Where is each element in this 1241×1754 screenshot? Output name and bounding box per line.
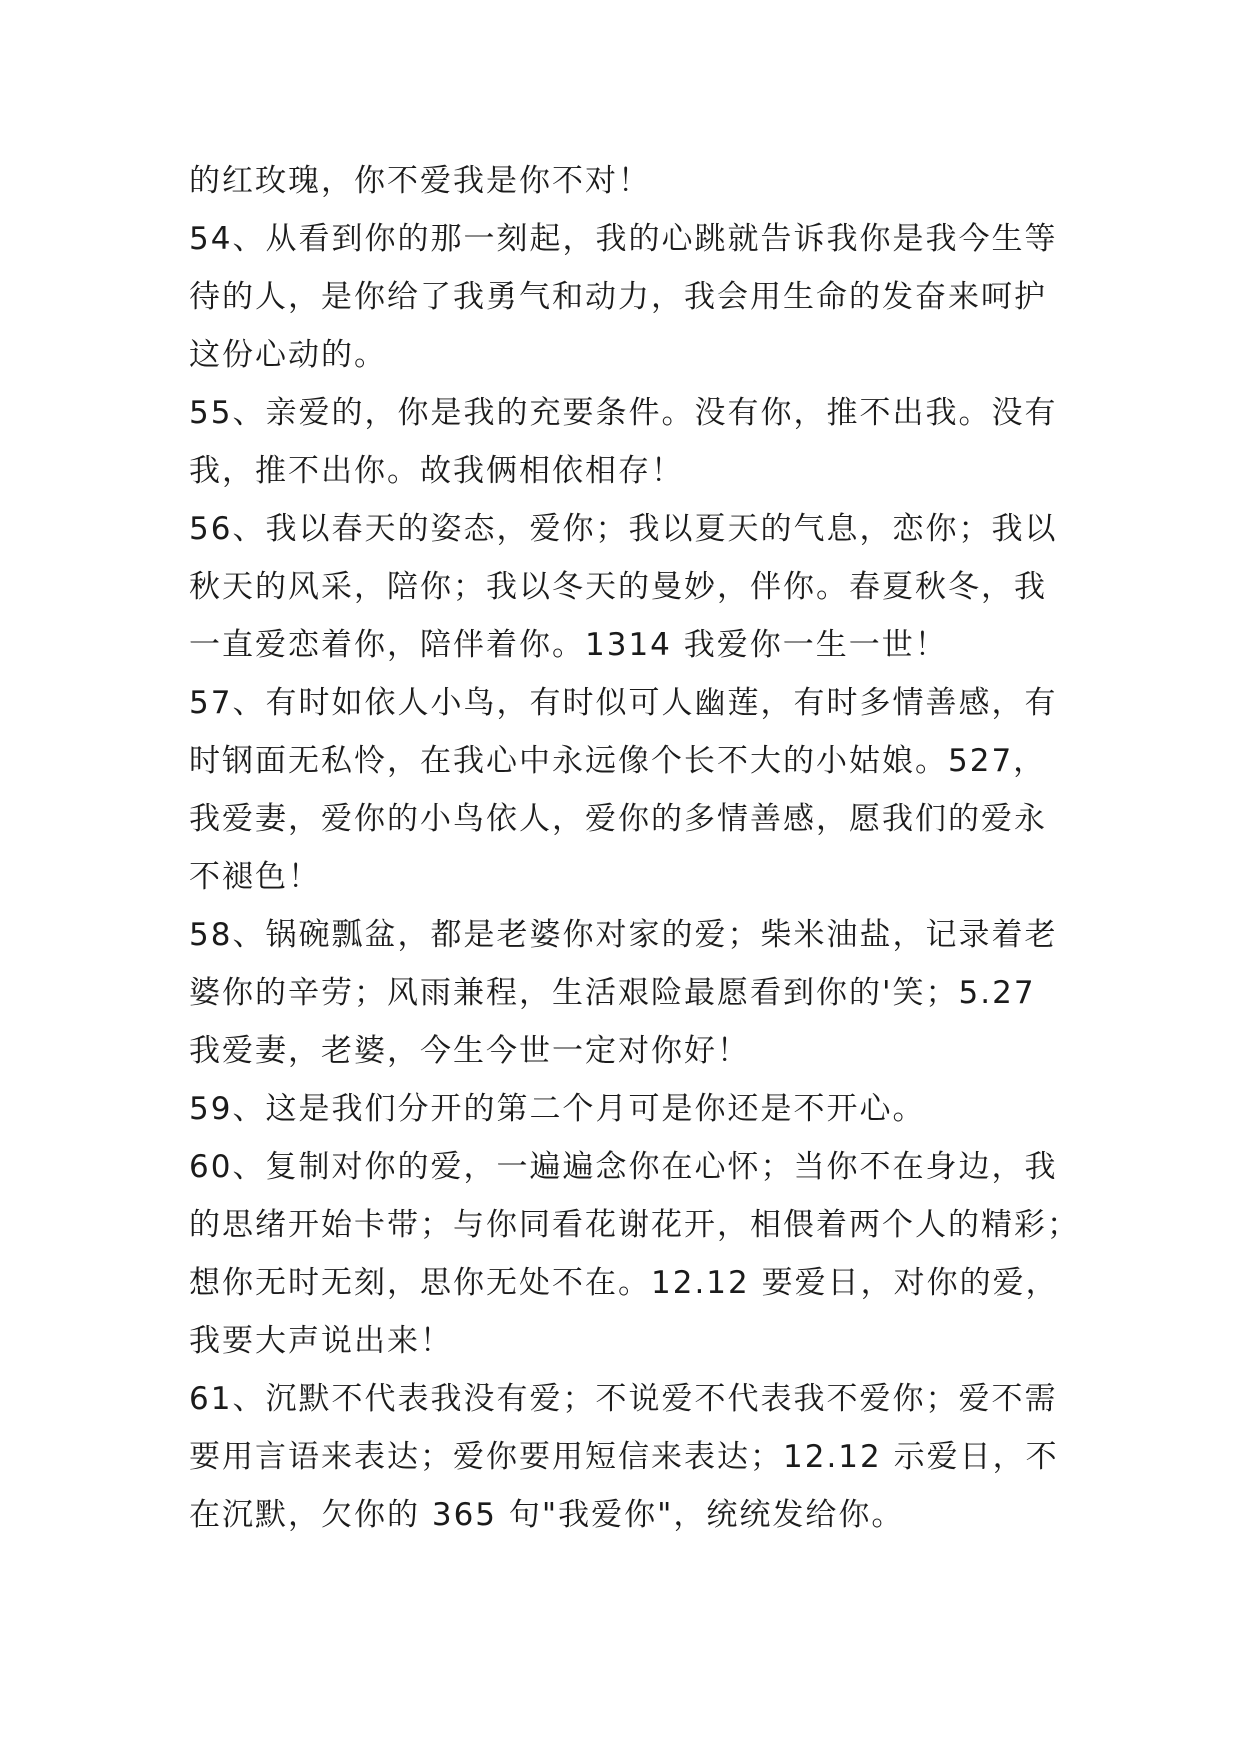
text-line: 的红玫瑰，你不爱我是你不对！ bbox=[189, 163, 651, 199]
text-line: 我，推不出你。故我俩相依相存！ bbox=[189, 453, 684, 489]
text-line: 54、从看到你的那一刻起，我的心跳就告诉我你是我今生等 bbox=[189, 221, 1058, 257]
text-line: 不褪色！ bbox=[189, 859, 321, 895]
text-line: 要用言语来表达；爱你要用短信来表达；12.12 示爱日，不 bbox=[189, 1439, 1059, 1475]
text-line: 时钢面无私怜，在我心中永远像个长不大的小姑娘。527， bbox=[189, 743, 1047, 779]
text-line: 我要大声说出来！ bbox=[189, 1323, 453, 1359]
text-line: 在沉默，欠你的 365 句"我爱你"，统统发给你。 bbox=[189, 1497, 905, 1533]
text-line: 待的人，是你给了我勇气和动力，我会用生命的发奋来呵护 bbox=[189, 279, 1047, 315]
text-line: 我爱妻，爱你的小鸟依人，爱你的多情善感，愿我们的爱永 bbox=[189, 801, 1047, 837]
text-line: 57、有时如依人小鸟，有时似可人幽莲，有时多情善感，有 bbox=[189, 685, 1058, 721]
text-line: 一直爱恋着你，陪伴着你。1314 我爱你一生一世！ bbox=[189, 627, 948, 663]
text-line: 这份心动的。 bbox=[189, 337, 387, 373]
document-body bbox=[189, 152, 1080, 1544]
text-line: 56、我以春天的姿态，爱你；我以夏天的气息，恋你；我以 bbox=[189, 511, 1058, 547]
text-line: 60、复制对你的爱，一遍遍念你在心怀；当你不在身边，我 bbox=[189, 1149, 1058, 1185]
text-line: 58、锅碗瓢盆，都是老婆你对家的爱；柴米油盐，记录着老 bbox=[189, 917, 1058, 953]
text-line: 我爱妻，老婆，今生今世一定对你好！ bbox=[189, 1033, 750, 1069]
text-line: 61、沉默不代表我没有爱；不说爱不代表我不爱你；爱不需 bbox=[189, 1381, 1058, 1417]
text-line: 秋天的风采，陪你；我以冬天的曼妙，伴你。春夏秋冬，我 bbox=[189, 569, 1047, 605]
text-line: 的思绪开始卡带；与你同看花谢花开，相偎着两个人的精彩； bbox=[189, 1207, 1080, 1243]
text-line: 婆你的辛劳；风雨兼程，生活艰险最愿看到你的'笑；5.27 bbox=[189, 975, 1036, 1011]
text-line: 59、这是我们分开的第二个月可是你还是不开心。 bbox=[189, 1091, 926, 1127]
text-line: 想你无时无刻，思你无处不在。12.12 要爱日，对你的爱， bbox=[189, 1265, 1059, 1301]
text-line: 55、亲爱的，你是我的充要条件。没有你，推不出我。没有 bbox=[189, 395, 1058, 431]
